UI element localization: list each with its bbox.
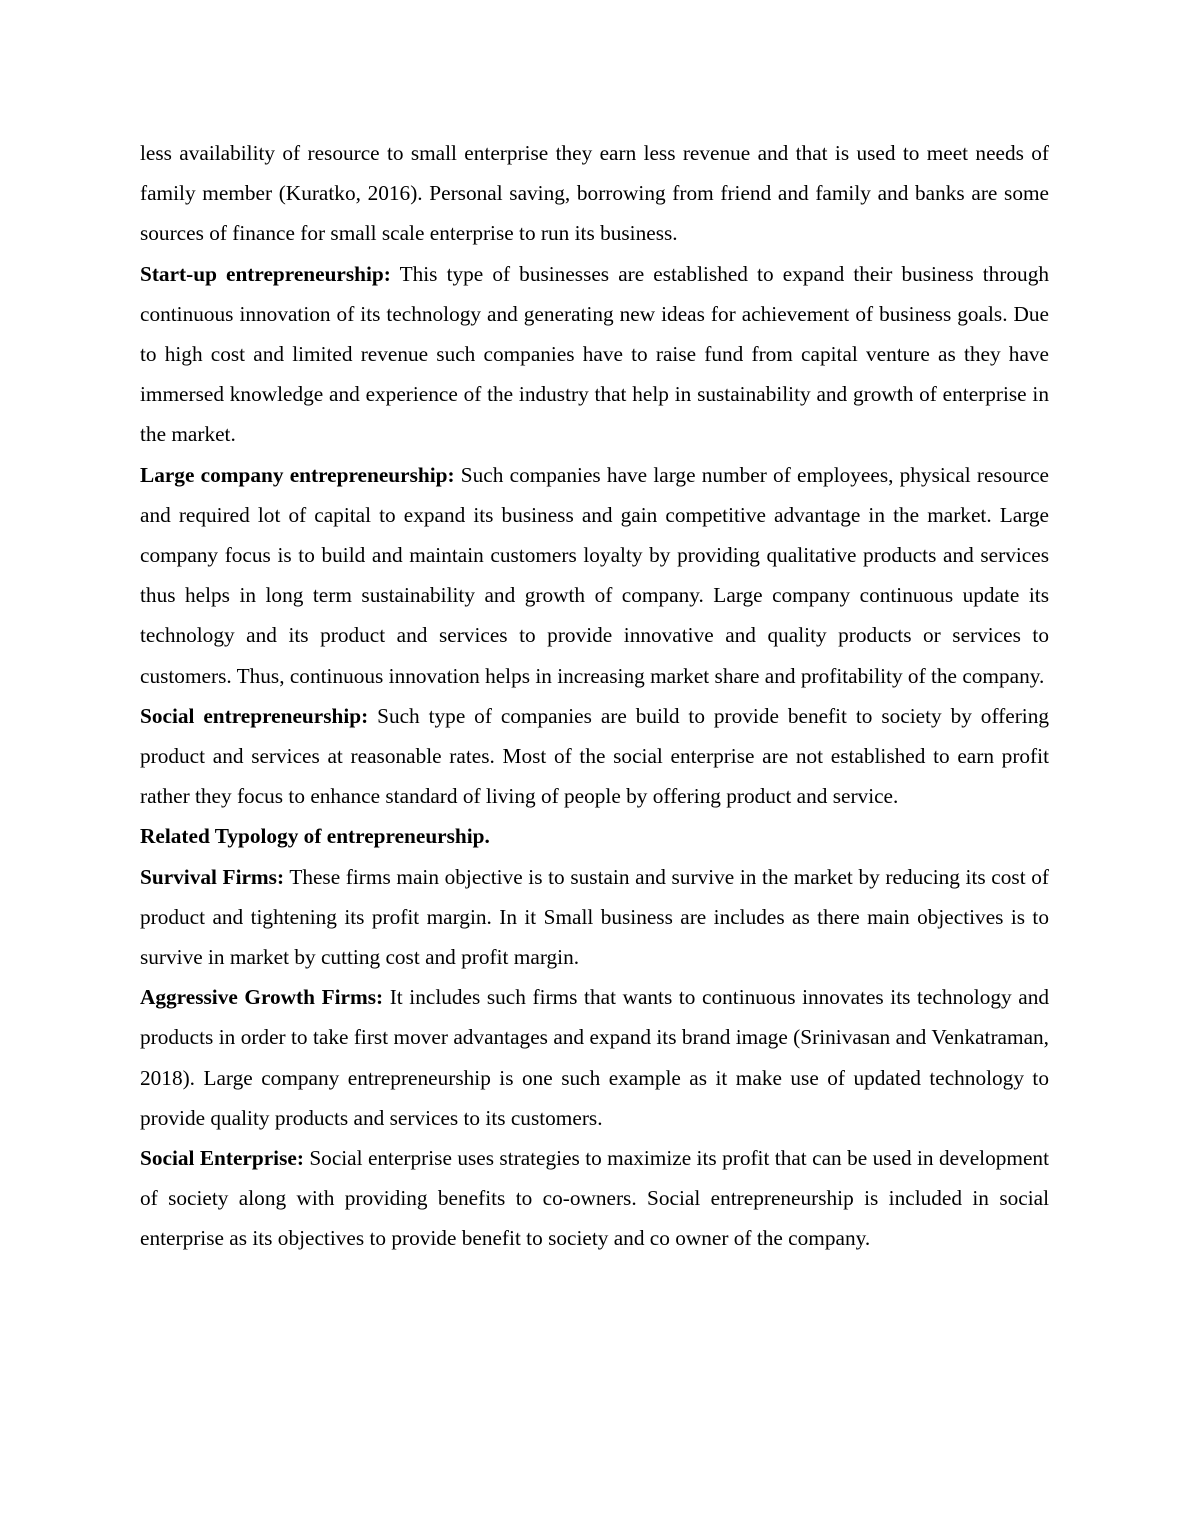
section-heading: Related Typology of entrepreneurship. — [140, 824, 490, 849]
paragraph-text: It includes such firms that wants to continuous innovates its technology and products in order to take first mover advantages and expand its brand image (Srinivasan and Venkatraman, 2018). Large company entrepreneurship is one such example as it make use of updated technology to provide quality products and services to its customers. — [140, 985, 1049, 1130]
paragraph-lead: Social entrepreneurship: — [140, 703, 369, 728]
paragraph-text: less availability of resource to small enterprise they earn less revenue and that is used to meet needs of family member (Kuratko, 2016). Personal saving, borrowing from friend and family and banks are some sources of finance for small scale enterprise to run its business. — [140, 141, 1049, 246]
paragraph-lead: Start-up entrepreneurship: — [140, 261, 391, 286]
paragraph-lead: Large company entrepreneurship: — [140, 462, 455, 487]
paragraph-aggressive-growth-firms — [140, 977, 1049, 1138]
paragraph-survival-firms — [140, 857, 1049, 978]
document-page — [140, 133, 1049, 1259]
paragraph-text: Such companies have large number of employees, physical resource and required lot of capital to expand its business and gain competitive advantage in the market. Large company focus is to build and maintain customers loyalty by providing qualitative products and services thus helps in long term sustainability and growth of company. Large company continuous update its technology and its product and services to provide innovative and quality products or services to customers. Thus, continuous innovation helps in increasing market share and profitability of the company. — [140, 462, 1049, 688]
paragraph-large-company-entrepreneurship — [140, 455, 1049, 696]
paragraph-text: Such type of companies are build to provide benefit to society by offering product and services at reasonable rates. Most of the social enterprise are not established to earn profit rather they focus to enhance standard of living of people by offering product and service. — [140, 703, 1049, 809]
paragraph-lead: Aggressive Growth Firms: — [140, 985, 384, 1010]
paragraph-lead: Social Enterprise: — [140, 1146, 304, 1171]
paragraph-social-entrepreneurship — [140, 696, 1049, 817]
paragraph-social-enterprise — [140, 1138, 1049, 1259]
paragraph-startup-entrepreneurship — [140, 254, 1049, 455]
paragraph-text: Social enterprise uses strategies to maximize its profit that can be used in development of society along with providing benefits to co-owners. Social entrepreneurship is included in social enterprise as its objectives to provide benefit to society and co owner of the company. — [140, 1146, 1049, 1251]
paragraph-text: These firms main objective is to sustain and survive in the market by reducing its cost of product and tightening its profit margin. In it Small business are includes as there main objectives is to survive in market by cutting cost and profit margin. — [140, 864, 1049, 970]
paragraph-lead: Survival Firms: — [140, 864, 285, 889]
paragraph-text: This type of businesses are established to expand their business through continuous innovation of its technology and generating new ideas for achievement of business goals. Due to high cost and limited revenue such companies have to raise fund from capital venture as they have immersed knowledge and experience of the industry that help in sustainability and growth of enterprise in the market. — [140, 261, 1049, 447]
paragraph-small-enterprise-continued — [140, 133, 1049, 254]
